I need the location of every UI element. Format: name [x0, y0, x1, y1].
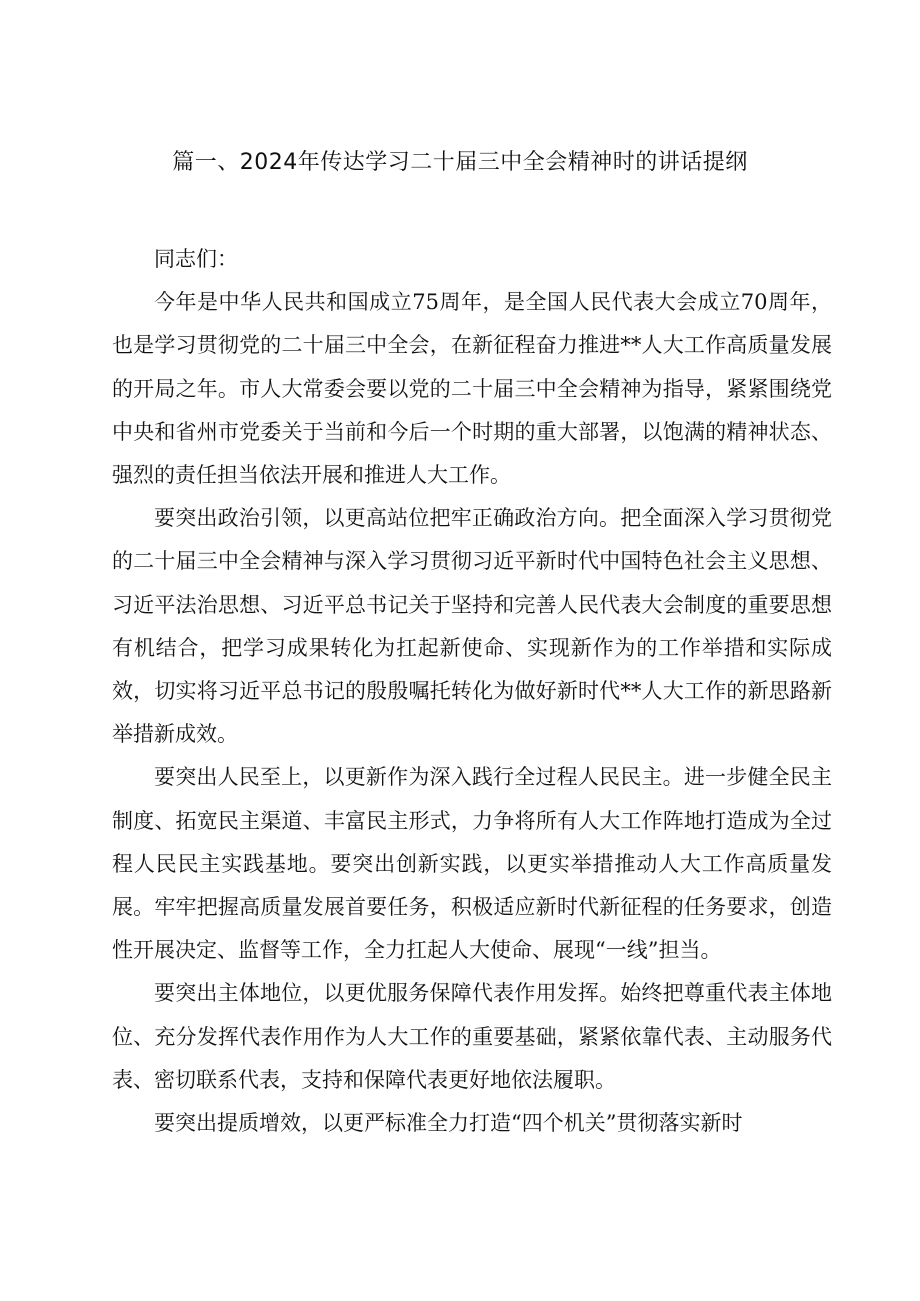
- document-title: 篇一、2024年传达学习二十届三中全会精神时的讲话提纲: [172, 150, 748, 175]
- paragraph-3: 要突出人民至上，以更新作为深入践行全过程人民民主。进一步健全民主制度、拓宽民主渠道、丰富民主形式，力争将所有人大工作阵地打造成为全过程人民民主实践基地。要突出创新实践，以更实举措推动人大工作高质量发展。牢牢把握高质量发展首要任务，积极适应新时代新征程的任务要求，创造性开展决定、监督等工作，全力扛起人大使命、展现“一线”担当。: [112, 765, 832, 963]
- greeting: 同志们：: [154, 247, 238, 271]
- paragraph-2: 要突出政治引领，以更高站位把牢正确政治方向。把全面深入学习贯彻党的二十届三中全会精神与深入学习贯彻习近平新时代中国特色社会主义思想、习近平法治思想、习近平总书记关于坚持和完善人民代表大会制度的重要思想有机结合，把学习成果转化为扛起新使命、实现新作为的工作举措和实际成效，切实将习近平总书记的殷殷嘱托转化为做好新时代**人大工作的新思路新举措新成效。: [112, 506, 832, 747]
- paragraph-1: 今年是中华人民共和国成立75周年，是全国人民代表大会成立70周年，也是学习贯彻党的二十届三中全会，在新征程奋力推进**人大工作高质量发展的开局之年。市人大常委会要以党的二十届三中全会精神为指导，紧紧围绕党中央和省州市党委关于当前和今后一个时期的重大部署，以饱满的精神状态、强烈的责任担当依法开展和推进人大工作。: [112, 290, 832, 488]
- paragraph-5: 要突出提质增效，以更严标准全力打造“四个机关”贯彻落实新时: [154, 1111, 743, 1136]
- document-body: [112, 238, 832, 1145]
- paragraph-4: 要突出主体地位，以更优服务保障代表作用发挥。始终把尊重代表主体地位、充分发挥代表作用作为人大工作的重要基础，紧紧依靠代表、主动服务代表、密切联系代表，支持和保障代表更好地依法履职。: [112, 981, 832, 1092]
